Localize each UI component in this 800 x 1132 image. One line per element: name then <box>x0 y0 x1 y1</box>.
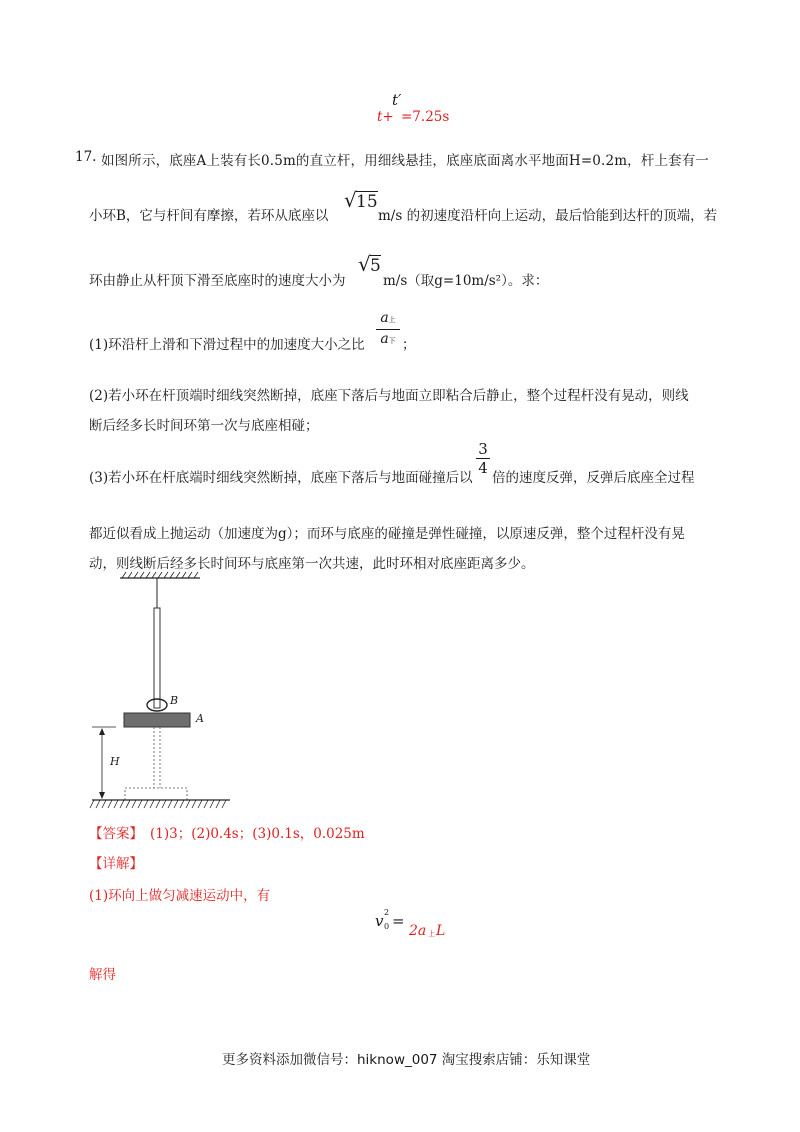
sqrt-15: 15 <box>356 192 378 212</box>
base-a <box>124 713 190 727</box>
base-dashed-outline <box>125 788 187 800</box>
formula-t-plus: t+ <box>377 109 394 125</box>
rod <box>154 608 160 708</box>
sqrt-5: 5 <box>370 256 381 276</box>
question-3-line-3: 动，则线断后经多长时间环与底座第一次共速，此时环相对底座距离多少。 <box>89 556 535 572</box>
detail-label: 【详解】 <box>89 856 143 872</box>
label-h: H <box>110 755 120 768</box>
sqrt-sign-icon: √ <box>358 252 371 276</box>
footer-text: 更多资料添加微信号：hiknow_007 淘宝搜索店铺：乐知课堂 <box>222 1052 591 1068</box>
eq-rhs-sub: 上 <box>428 930 435 938</box>
answer-label: 【答案】 <box>89 826 143 842</box>
eq-rhs-l: L <box>436 923 446 939</box>
detail-line-1: (1)环向上做匀减速运动中，有 <box>89 888 271 904</box>
eq-sup: 2 <box>384 908 390 917</box>
sqrt-sign-icon: √ <box>344 188 357 212</box>
formula-result: =7.25s <box>401 109 450 125</box>
rebound-fraction: $\frac{3}{4}$ <box>476 440 490 477</box>
problem-line-1: 如图所示，底座A上装有长0.5m的直立杆，用细线悬挂，底座底面离水平地面H=0.2m，杆上套有一 <box>101 153 710 169</box>
label-b: B <box>170 694 179 707</box>
question-2-line-1: (2)若小环在杆顶端时细线突然断掉，底座下落后与地面立即粘合后静止，整个过程杆没有晃动，则线 <box>89 388 689 404</box>
formula-t-prime: t′ <box>392 91 402 109</box>
question-2-line-2: 断后经多长时间环第一次与底座相碰； <box>89 418 319 434</box>
eq-rhs: 2a <box>409 923 427 939</box>
label-a: A <box>196 712 204 725</box>
eq-v: v <box>375 912 384 930</box>
ground-hatch <box>90 800 226 808</box>
question-3-line-1a: (3)若小环在杆底端时细线突然断掉，底座下落后与地面碰撞后以 <box>89 470 473 486</box>
question-1: (1)环沿杆上滑和下滑过程中的加速度大小之比 <box>89 337 365 353</box>
ceiling-hatch <box>122 572 198 578</box>
answer-text: (1)3；(2)0.4s；(3)0.1s，0.025m <box>150 826 365 842</box>
accel-ratio-fraction: a上 a下 <box>376 310 400 350</box>
problem-line-2b: m/s 的初速度沿杆向上运动，最后恰能到达杆的顶端，若 <box>378 208 718 224</box>
solve-word: 解得 <box>89 967 116 983</box>
question-3-line-1b: 倍的速度反弹，反弹后底座全过程 <box>492 470 695 486</box>
physics-figure <box>80 570 240 815</box>
problem-line-2a: 小环B，它与杆间有摩擦，若环从底座以 <box>89 208 329 224</box>
problem-line-3b: m/s（取g=10m/s²）。求： <box>383 273 549 289</box>
problem-number: 17. <box>75 149 97 165</box>
eq-sub: 0 <box>384 922 390 931</box>
question-1-end: ； <box>402 337 416 353</box>
question-3-line-2: 都近似看成上抛运动（加速度为g）；而环与底座的碰撞是弹性碰撞，以原速反弹，整个过程杆没有晃 <box>89 526 685 542</box>
problem-line-3a: 环由静止从杆顶下滑至底座时的速度大小为 <box>89 273 346 289</box>
eq-equals: = <box>392 912 405 930</box>
